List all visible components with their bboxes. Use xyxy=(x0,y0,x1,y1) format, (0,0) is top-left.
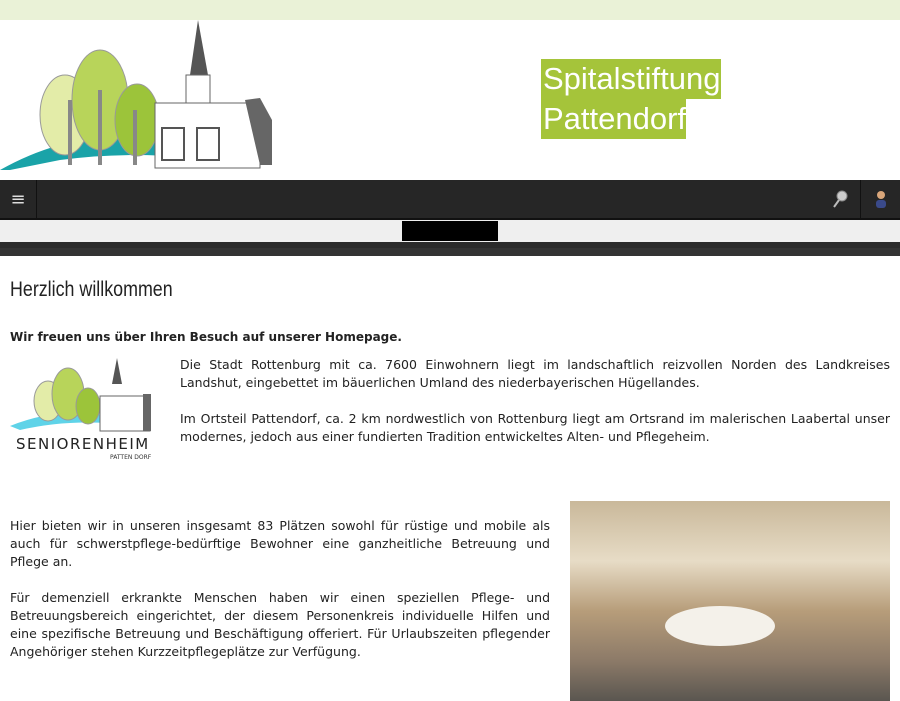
sub-nav-item[interactable] xyxy=(402,221,498,241)
nav-bar xyxy=(0,180,900,220)
lead-text: Wir freuen uns über Ihren Besuch auf unserer Homepage. xyxy=(10,330,402,344)
header xyxy=(0,20,900,180)
intro-paragraph-2: Im Ortsteil Pattendorf, ca. 2 km nordwestlich von Rottenburg liegt am Ortsrand im malerischen Laabertal unser modernes, jedoch aus einer fundierten Tradition entwickeltes Alten- und Pflegeheim. xyxy=(180,411,890,444)
seniorenheim-logo xyxy=(10,356,180,465)
paragraph-3: Hier bieten wir in unseren insgesamt 83 Plätzen sowohl für rüstige und mobile als auch für schwerstpflege-bedürftige Bewohner eine ganzheitliche Betreuung und Pflege an. xyxy=(10,518,550,569)
hamburger-icon[interactable]: ≡ xyxy=(0,180,37,218)
intro-paragraph-1: Die Stadt Rottenburg mit ca. 7600 Einwohnern liegt im landschaftlich reizvollen Norden des Landkreises Landshut, eingebettet im bäuerlichen Umland des niederbayerischen Hügellandes. xyxy=(180,357,890,390)
user-icon[interactable] xyxy=(860,180,900,218)
residents-photo xyxy=(570,501,890,701)
sub-nav xyxy=(0,220,900,242)
site-logo[interactable] xyxy=(0,20,280,180)
paragraph-4: Für demenziell erkrankte Menschen haben wir einen speziellen Pflege- und Betreuungsbereich eingerichtet, der diesem Personenkreis individuelle Hilfen und eine spezifische Betreuung und Beschäftigung offeriert. Für Urlaubszeiten pflegender Angehöriger stehen Kurzzeitpflegeplätze zur Verfügung. xyxy=(10,590,550,659)
svg-text:SENIORENHEIM: SENIORENHEIM xyxy=(16,435,150,453)
divider xyxy=(0,242,900,256)
top-band xyxy=(0,0,900,20)
magnifier-icon[interactable] xyxy=(820,180,860,218)
site-title: Spitalstiftung Pattendorf xyxy=(541,59,721,139)
svg-text:PATTEN DORF: PATTEN DORF xyxy=(110,454,152,461)
page-title: Herzlich willkommen xyxy=(10,278,173,301)
